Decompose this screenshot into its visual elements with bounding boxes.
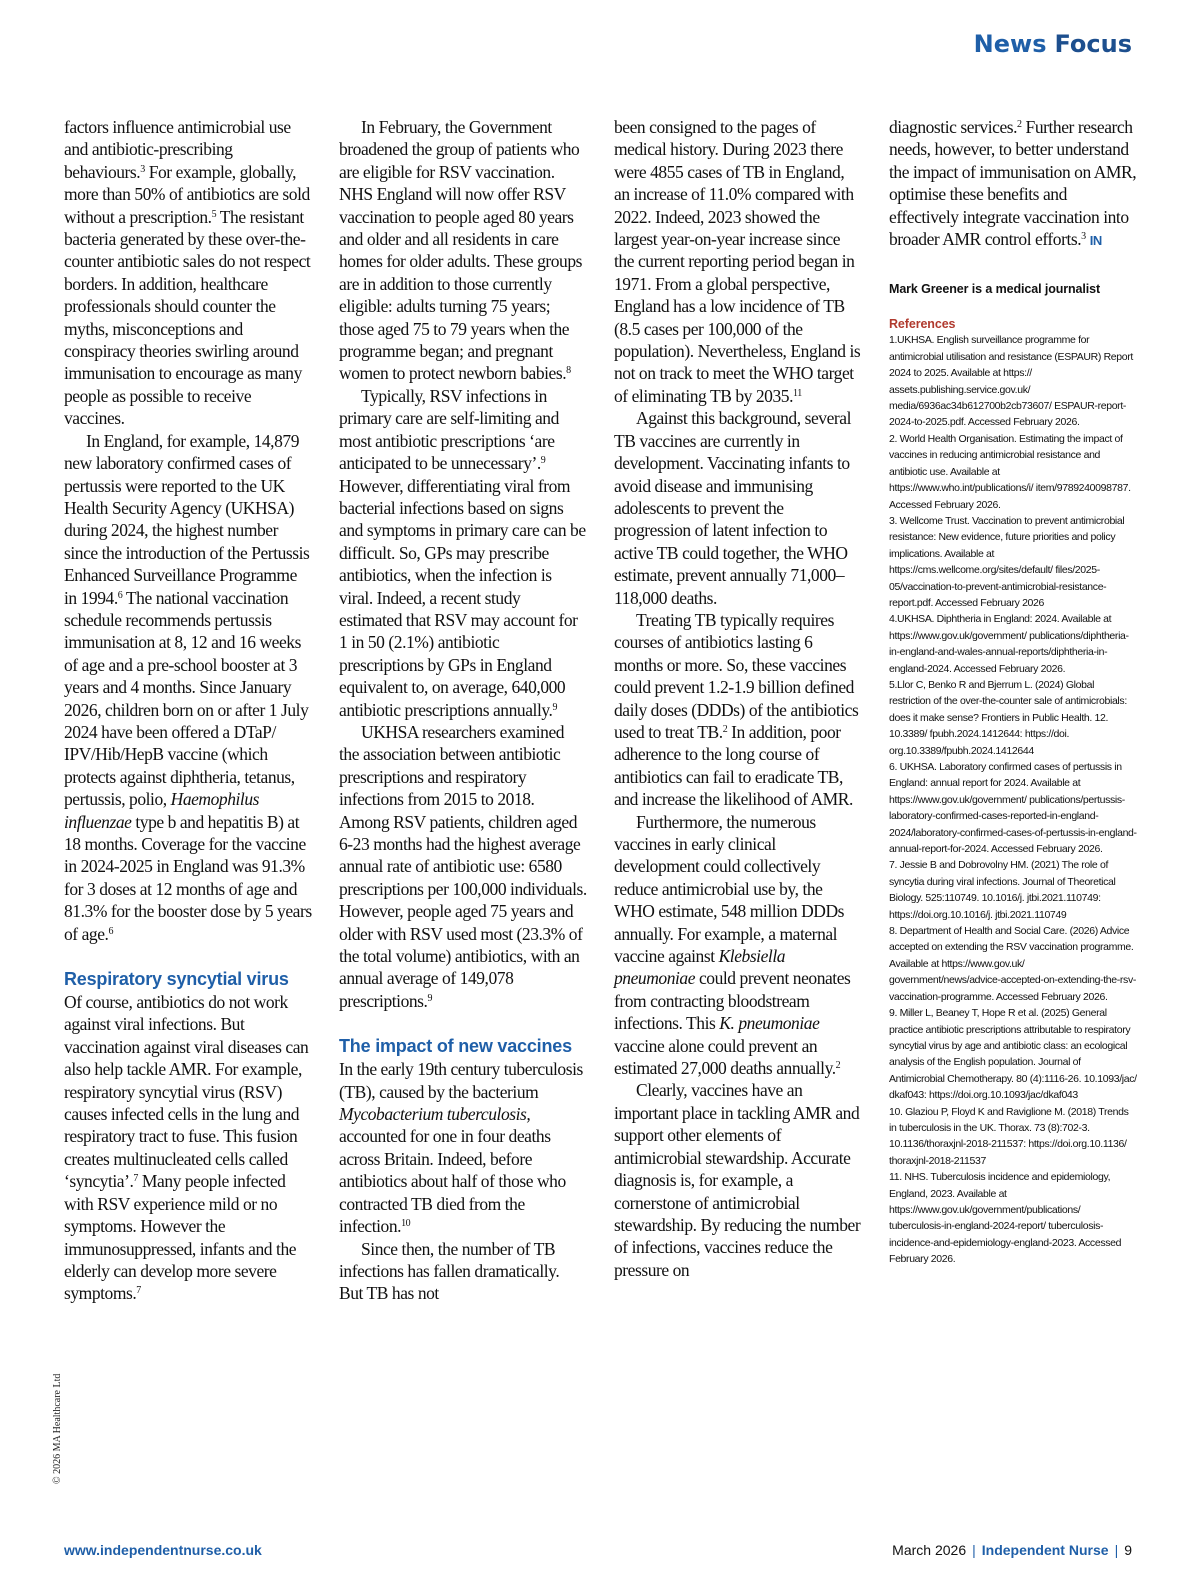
reference-item: 1.UKHSA. English surveillance programme for antimicrobial utilisation and resistance (ESPAUR) Report 2024 to 2025. Available at https:// assets.publishing.service.gov.uk/ media/6936ac34b612700b2cb73607/ ESPAUR-report-2024-to-2025.pdf. Accessed February 2026. xyxy=(889,334,1133,429)
footer-separator: | xyxy=(1114,1542,1119,1558)
citation: 11 xyxy=(793,387,802,399)
citation: 10 xyxy=(401,1218,411,1230)
citation: 9 xyxy=(540,455,546,467)
paragraph: Since then, the number of TB infections has fallen dramatically. But TB has not xyxy=(339,1238,560,1304)
paragraph: Treating TB typically requires courses of antibiotics lasting 6 months or more. So, these vaccines could prevent 1.2-1.9 billion defined daily doses (DDDs) of the antibiotics used to treat TB.$^2$ In addition, poor adherence to the long course of antibiotics can fail to eradicate TB, and increase the likelihood of AMR. xyxy=(614,609,859,810)
footer-info xyxy=(892,1542,1132,1558)
paragraph: In February, the Government broadened the group of patients who are eligible for RSV vaccination. NHS England will now offer RSV vaccination to people aged 80 years and older and all residents in care homes for older adults. These groups are in addition to those currently eligible: adults turning 75 years; those aged 75 to 79 years when the programme began; and pregnant women to protect newborn babies.$^8$ xyxy=(339,117,583,384)
references-heading: References xyxy=(889,317,956,332)
text-column-2 xyxy=(339,116,587,1305)
paragraph: Against this background, several TB vaccines are currently in development. Vaccinating infants to avoid disease and immunising adolescents to prevent the progression of latent infection to active TB could together, the WHO estimate, prevent annually 71,000–118,000 deaths. xyxy=(614,408,851,608)
journal-name-part1: Independent xyxy=(981,1542,1065,1558)
subheading-rsv: Respiratory syncytial virus xyxy=(64,969,289,990)
reference-item: 7. Jessie B and Dobrovolny HM. (2021) The role of syncytia during viral infections. Journal of Theoretical Biology. 525:110749. 10.1016/j. jtbi.2021.110749: https://doi.org.10.1016/j. jtbi.2021.110749 xyxy=(889,859,1116,921)
paragraph: Furthermore, the numerous vaccines in early clinical development could collectively reduce antimicrobial use by, the WHO estimate, 548 million DDDs annually. For example, a maternal vaccine against Klebsiella pneumoniae could prevent neonates from contracting bloodstream infections. This K. pneumoniae vaccine alone could prevent an estimated 27,000 deaths annually.$^2$ xyxy=(614,811,851,1079)
issue-date: March 2026 xyxy=(892,1542,967,1558)
paragraph: factors influence antimicrobial use and antibiotic-prescribing behaviours.$^3$ For example, globally, more than 50% of antibiotics are sold without a prescription.$^5$ The resistant bacteria generated by these over-the-counter antibiotic sales do not respect borders. In addition, healthcare professionals should counter the myths, misconceptions and conspiracy theories swirling around immunisation to encourage as many people as possible to receive vaccines. xyxy=(64,117,311,429)
text-column-3 xyxy=(614,116,862,1281)
citation: 2 xyxy=(1017,119,1022,130)
journal-name-part2: Nurse xyxy=(1068,1542,1109,1558)
citation: 3 xyxy=(140,163,145,175)
reference-item: 10. Glaziou P, Floyd K and Raviglione M. (2018) Trends in tuberculosis in the UK. Thorax. 73 (8):702-3. 10.1136/thoraxjnl-2018-211537: https://doi.org.10.1136/ thoraxjnl-2018-211537 xyxy=(889,1105,1129,1167)
citation: 9 xyxy=(552,701,558,713)
citation: 2 xyxy=(722,723,728,735)
paragraph: Of course, antibiotics do not work against viral infections. But vaccination against viral diseases can also help tackle AMR. For example, respiratory syncytial virus (RSV) causes infected cells in the lung and respiratory tract to fuse. This fusion creates multinucleated cells called ‘syncytia’.$^7$ Many people infected with RSV experience mild or no symptoms. However the immunosuppressed, infants and the elderly can develop more severe symptoms.$^7$ xyxy=(64,992,309,1304)
paragraph: Clearly, vaccines have an important place in tackling AMR and support other elements of antimicrobial stewardship. Accurate diagnosis is, for example, a cornerstone of antimicrobial stewardship. By reducing the number of infections, vaccines reduce the pressure on xyxy=(614,1080,861,1280)
citation: 9 xyxy=(427,992,433,1004)
citation: 5 xyxy=(211,208,217,220)
citation: 6 xyxy=(108,925,114,937)
citation: 3 xyxy=(1081,231,1086,243)
page-number: 9 xyxy=(1124,1542,1132,1558)
footer-url-link[interactable]: www.independentnurse.co.uk xyxy=(64,1542,262,1558)
citation: 7 xyxy=(136,1285,141,1297)
section-label-focus: Focus xyxy=(1054,30,1132,58)
end-mark: IN xyxy=(1089,233,1102,249)
paragraph: In England, for example, 14,879 new laboratory confirmed cases of pertussis were reported to the UK Health Security Agency (UKHSA) during 2024, the highest number since the introduction of the Pertussis Enhanced Surveillance Programme in 1994.$^6$ The national vaccination schedule recommends pertussis immunisation at 8, 12 and 16 weeks of age and a pre-school booster at 3 years and 4 months. Since January 2026, children born on or after 1 July 2024 have been offered a DTaP/ IPV/Hib/HepB vaccine (which protects against diphtheria, tetanus, pertussis, polio, Haemophilus influenzae type b and hepatitis B) at 18 months. Coverage for the vaccine in 2024-2025 in England was 91.3% for 3 doses at 12 months of age and 81.3% for the booster dose by 5 years of age.$^6$ xyxy=(64,430,312,944)
reference-item: 9. Miller L, Beaney T, Hope R et al. (2025) General practice antibiotic prescriptions attributable to respiratory syncytial virus by age and antibiotic class: an ecological analysis of the English population. Journal of Antimicrobial Chemotherapy. 80 (4):1116-26. 10.1093/jac/ dkaf043: https://doi.org.10.1093/jac/dkaf043 xyxy=(889,1007,1137,1102)
footer-separator: | xyxy=(972,1542,976,1558)
reference-item: 8. Department of Health and Social Care. (2026) Advice accepted on extending the RSV vaccination programme. Available at https://www.gov.uk/ government/news/advice-accepted-on-extending-the-rsv-vaccination-programme. Accessed February 2026. xyxy=(889,925,1137,1003)
reference-item: 6. UKHSA. Laboratory confirmed cases of pertussis in England: annual report for 2024. Available at https://www.gov.uk/government/ publications/pertussis-laboratory-confirmed-cases-reported-in-england-2024/laboratory-confirmed-cases-of-pertussis-in-england-annual-report-for-2024. Accessed February 2026. xyxy=(889,761,1137,856)
paragraph: Typically, RSV infections in primary care are self-limiting and most antibiotic prescriptions ‘are anticipated to be unnecessary’.$^9$ However, differentiating viral from bacterial infections based on signs and symptoms in primary care can be difficult. So, GPs may prescribe antibiotics, when the infection is viral. Indeed, a recent study estimated that RSV may account for 1 in 50 (2.1%) antibiotic prescriptions by GPs in England equivalent to, on average, 640,000 antibiotic prescriptions annually.$^9$ xyxy=(339,385,586,720)
paragraph: been consigned to the pages of medical history. During 2023 there were 4855 cases of TB in England, an increase of 11.0% compared with 2022. Indeed, 2023 showed the largest year-on-year increase since the current reporting period began in 1971. From a global perspective, England has a low incidence of TB (8.5 cases per 100,000 of the population). Nevertheless, England is not on track to meet the WHO target of eliminating TB by 2035.11 xyxy=(614,117,861,406)
citation: 8 xyxy=(566,365,571,377)
section-label-news: News xyxy=(973,30,1047,58)
paragraph: diagnostic services.$^2$ Further research needs, however, to better understand the impact of immunisation on AMR, optimise these benefits and effectively integrate vaccination into broader AMR control efforts.$^3$ IN xyxy=(889,116,1137,252)
author-bio: Mark Greener is a medical journalist xyxy=(889,282,1101,297)
section-header xyxy=(974,30,1132,58)
reference-item: 4.UKHSA. Diphtheria in England: 2024. Available at https://www.gov.uk/government/ publications/diphtheria-in-england-and-wales-annual-reports/diphtheria-in-england-2024. Accessed February 2026. xyxy=(889,613,1129,675)
paragraph: UKHSA researchers examined the association between antibiotic prescriptions and respiratory infections from 2015 to 2018. Among RSV patients, children aged 6-23 months had the highest average annual rate of antibiotic use: 6580 prescriptions per 100,000 individuals. However, people aged 75 years and older with RSV used most (23.3% of the total volume) antibiotics, with an annual average of 149,078 prescriptions.$^9$ xyxy=(339,721,587,1011)
reference-item: 11. NHS. Tuberculosis incidence and epidemiology, England, 2023. Available at https://www.gov.uk/government/publications/ tuberculosis-in-england-2024-report/ tuberculosis-incidence-and-epidemiology-england-2023. Accessed February 2026. xyxy=(889,1171,1122,1266)
text-column-4 xyxy=(889,116,1137,1268)
reference-item: 3. Wellcome Trust. Vaccination to prevent antimicrobial resistance: New evidence, future priorities and policy implications. Available at https://cms.wellcome.org/sites/default/ files/2025-05/vaccination-to-prevent-antimicrobial-resistance-report.pdf. Accessed February 2026 xyxy=(889,514,1125,609)
citation: 7 xyxy=(133,1173,138,1185)
paragraph: In the early 19th century tuberculosis (TB), caused by the bacterium Mycobacterium tuberculosis, accounted for one in four deaths across Britain. Indeed, before antibiotics about half of those who contracted TB died from the infection.$^{10}$ xyxy=(339,1059,583,1237)
copyright-notice: © 2026 MA Healthcare Ltd xyxy=(52,1373,63,1484)
citation: 2 xyxy=(835,1060,841,1072)
reference-item: 2. World Health Organisation. Estimating the impact of vaccines in reducing antimicrobial resistance and antibiotic use. Available at https://www.who.int/publications/i/ item/9789240098787. Accessed February 2026. xyxy=(889,432,1131,511)
reference-list xyxy=(889,332,1137,1267)
citation: 6 xyxy=(117,589,123,601)
subheading-new-vaccines: The impact of new vaccines xyxy=(339,1036,572,1057)
text-column-1 xyxy=(64,116,312,1305)
reference-item: 5.Llor C, Benko R and Bjerrum L. (2024) Global restriction of the over-the-counter sale of antimicrobials: does it make sense? Frontiers in Public Health. 12. 10.3389/ fpubh.2024.1412644: https://doi. org.10.3389/fpubh.2024.1412644 xyxy=(889,678,1127,757)
